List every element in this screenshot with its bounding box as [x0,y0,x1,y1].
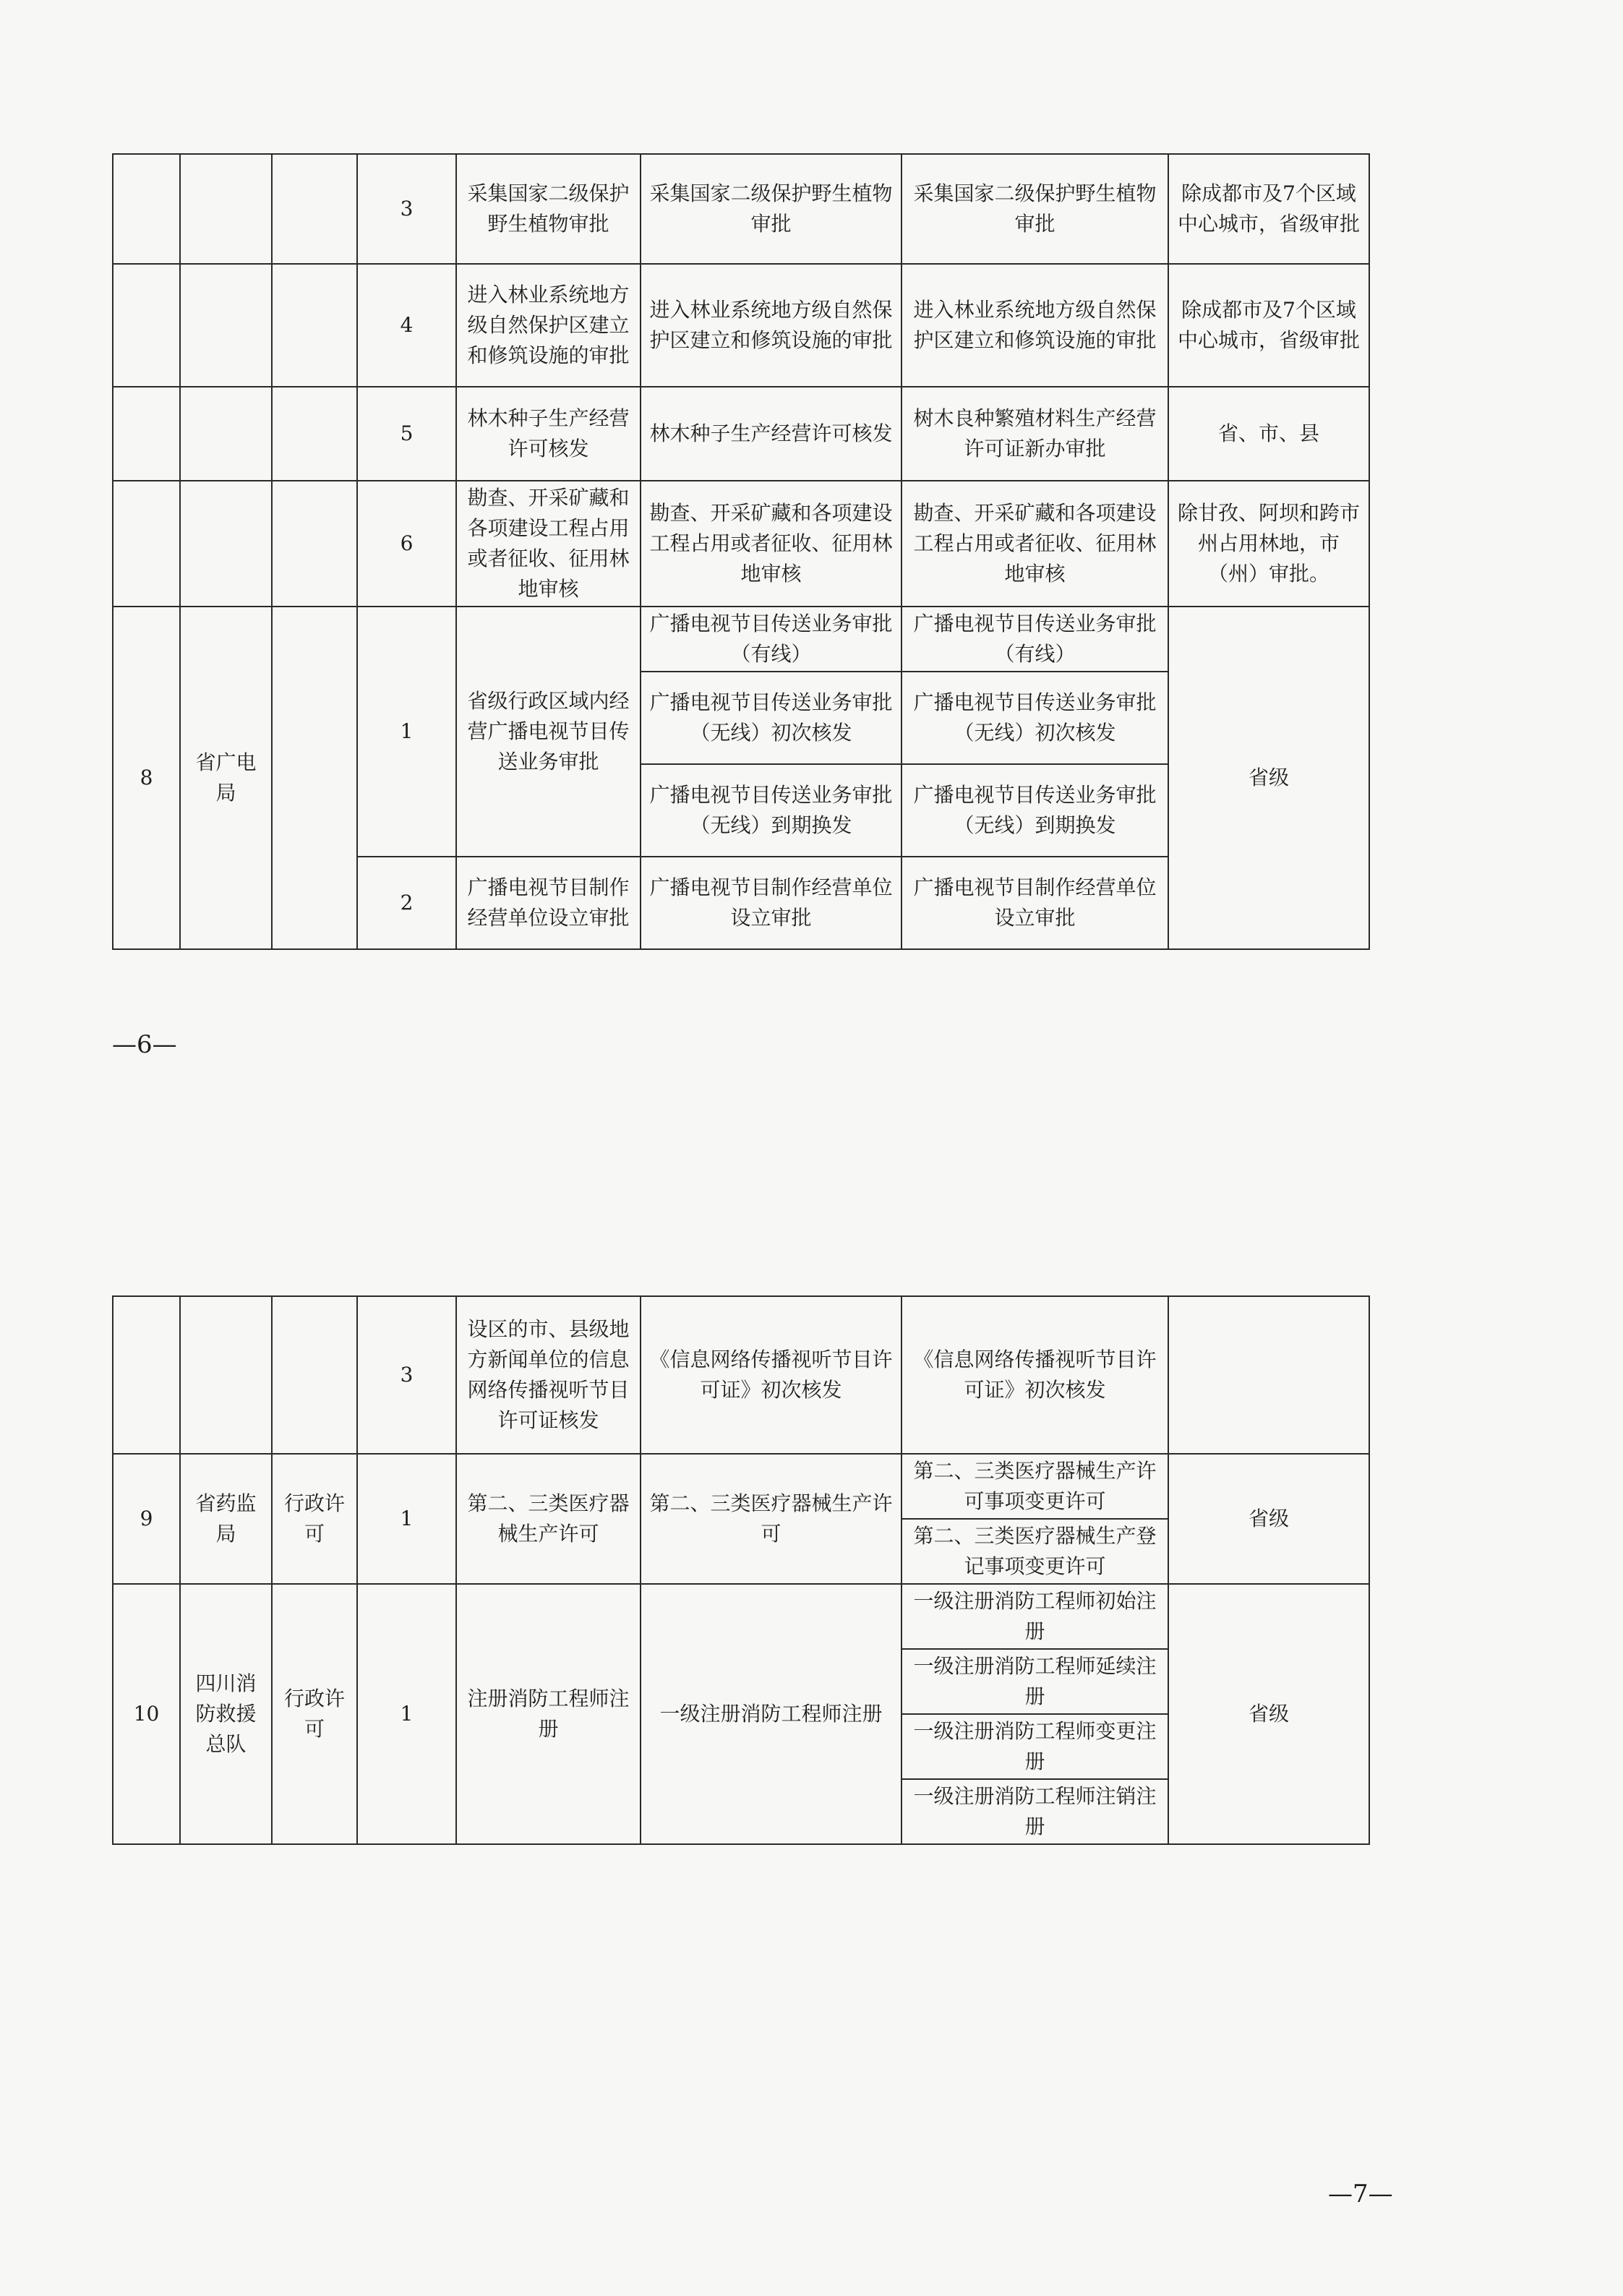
item-number: 6 [357,481,456,607]
business-item: 一级注册消防工程师注销注册 [902,1779,1168,1844]
type-cell [272,607,357,949]
item-name: 省级行政区域内经营广播电视节目传送业务审批 [456,607,641,857]
sub-item: 广播电视节目传送业务审批（有线） [641,607,902,672]
item-name: 进入林业系统地方级自然保护区建立和修筑设施的审批 [456,264,641,387]
item-number: 3 [357,1296,456,1454]
item-number: 3 [357,154,456,264]
seq-cell [113,154,180,264]
type-cell [272,387,357,481]
item-number: 4 [357,264,456,387]
item-name: 设区的市、县级地方新闻单位的信息网络传播视听节目许可证核发 [456,1296,641,1454]
sub-item: 广播电视节目制作经营单位设立审批 [641,857,902,949]
item-name: 勘查、开采矿藏和各项建设工程占用或者征收、征用林地审核 [456,481,641,607]
approval-level: 省级 [1168,1584,1369,1844]
approval-level: 除成都市及7个区域中心城市，省级审批 [1168,264,1369,387]
item-name: 林木种子生产经营许可核发 [456,387,641,481]
approval-level: 省级 [1168,607,1369,949]
sub-item: 《信息网络传播视听节目许可证》初次核发 [641,1296,902,1454]
dept-cell [180,481,272,607]
type-cell [272,1296,357,1454]
seq-cell [113,264,180,387]
business-item: 一级注册消防工程师延续注册 [902,1649,1168,1714]
item-number: 1 [357,1454,456,1584]
type-cell: 行政许可 [272,1454,357,1584]
page-number: —7— [1328,2180,1393,2209]
sub-item: 广播电视节目传送业务审批（无线）到期换发 [641,764,902,857]
seq-cell: 8 [113,607,180,949]
type-cell [272,264,357,387]
seq-cell: 10 [113,1584,180,1844]
sub-item: 一级注册消防工程师注册 [641,1584,902,1844]
table-row [113,1454,1369,1519]
approval-level: 除成都市及7个区域中心城市，省级审批 [1168,154,1369,264]
dept-cell: 省药监局 [180,1454,272,1584]
type-cell [272,154,357,264]
approval-level [1168,1296,1369,1454]
item-name: 广播电视节目制作经营单位设立审批 [456,857,641,949]
dept-cell: 省广电局 [180,607,272,949]
sub-item: 第二、三类医疗器械生产许可 [641,1454,902,1584]
table-row [113,481,1369,607]
type-cell [272,481,357,607]
business-item: 进入林业系统地方级自然保护区建立和修筑设施的审批 [902,264,1168,387]
sub-item: 林木种子生产经营许可核发 [641,387,902,481]
table-row [113,607,1369,672]
business-item: 第二、三类医疗器械生产登记事项变更许可 [902,1519,1168,1584]
sub-item: 广播电视节目传送业务审批（无线）初次核发 [641,672,902,764]
item-number: 1 [357,1584,456,1844]
business-item: 广播电视节目传送业务审批（有线） [902,607,1168,672]
item-number: 1 [357,607,456,857]
business-item: 广播电视节目传送业务审批（无线）到期换发 [902,764,1168,857]
item-number: 2 [357,857,456,949]
dept-cell [180,154,272,264]
item-name: 第二、三类医疗器械生产许可 [456,1454,641,1584]
dept-cell [180,264,272,387]
seq-cell: 9 [113,1454,180,1584]
business-item: 《信息网络传播视听节目许可证》初次核发 [902,1296,1168,1454]
sub-item: 采集国家二级保护野生植物审批 [641,154,902,264]
approval-table-page6 [112,153,1370,950]
seq-cell [113,1296,180,1454]
page-number: —6— [112,1030,177,1059]
item-name: 采集国家二级保护野生植物审批 [456,154,641,264]
approval-level: 省级 [1168,1454,1369,1584]
item-number: 5 [357,387,456,481]
table-row [113,387,1369,481]
business-item: 第二、三类医疗器械生产许可事项变更许可 [902,1454,1168,1519]
seq-cell [113,481,180,607]
table-row [113,1296,1369,1454]
approval-level: 省、市、县 [1168,387,1369,481]
dept-cell [180,1296,272,1454]
dept-cell [180,387,272,481]
business-item: 广播电视节目制作经营单位设立审批 [902,857,1168,949]
business-item: 一级注册消防工程师初始注册 [902,1584,1168,1649]
table-row [113,264,1369,387]
sub-item: 勘查、开采矿藏和各项建设工程占用或者征收、征用林地审核 [641,481,902,607]
approval-table-page7 [112,1295,1370,1845]
dept-cell: 四川消防救援总队 [180,1584,272,1844]
business-item: 广播电视节目传送业务审批（无线）初次核发 [902,672,1168,764]
table-row [113,1584,1369,1649]
business-item: 一级注册消防工程师变更注册 [902,1714,1168,1779]
item-name: 注册消防工程师注册 [456,1584,641,1844]
sub-item: 进入林业系统地方级自然保护区建立和修筑设施的审批 [641,264,902,387]
business-item: 勘查、开采矿藏和各项建设工程占用或者征收、征用林地审核 [902,481,1168,607]
business-item: 采集国家二级保护野生植物审批 [902,154,1168,264]
table-row [113,154,1369,264]
seq-cell [113,387,180,481]
business-item: 树木良种繁殖材料生产经营许可证新办审批 [902,387,1168,481]
type-cell: 行政许可 [272,1584,357,1844]
approval-level: 除甘孜、阿坝和跨市州占用林地，市（州）审批。 [1168,481,1369,607]
